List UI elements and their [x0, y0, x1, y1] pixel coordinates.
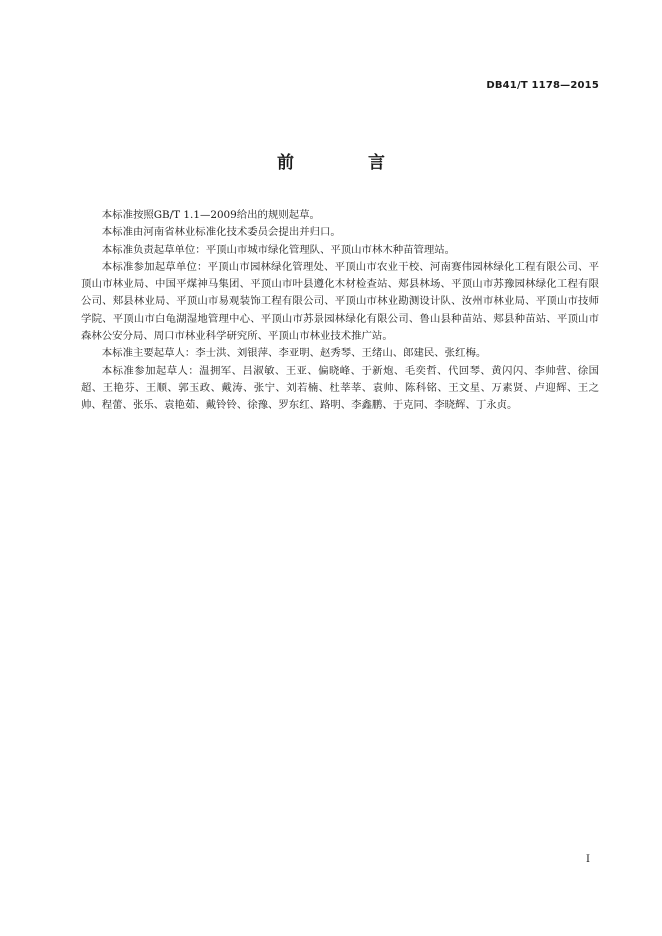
page-number: I	[586, 854, 590, 865]
page-title: 前 言	[277, 153, 419, 173]
paragraph-proposer: 本标准由河南省林业标准化技术委员会提出并归口。	[101, 226, 341, 239]
paragraph-main-drafters: 本标准主要起草人：李士洪、刘银萍、李亚明、赵秀琴、王绪山、郎建民、张红梅。	[101, 347, 487, 360]
standard-code: DB41/T 1178—2015	[486, 80, 599, 91]
foreword-body	[81, 207, 599, 415]
paragraph-responsible-units: 本标准负责起草单位：平顶山市城市绿化管理队、平顶山市林木种苗管理站。	[101, 243, 456, 256]
paragraph-drafting-rules: 本标准按照GB/T 1.1—2009给出的规则起草。	[101, 209, 320, 221]
paragraph-participating-units: 本标准参加起草单位：平顶山市园林绿化管理处、平顶山市农业干校、河南赛伟园林绿化工程有限公司、平顶山市林业局、中国平煤神马集团、平顶山市叶县遵化木材检查站、郏县林场、平顶山市苏豫园林绿化工程有限公司、郏县林业局、平顶山市易观装饰工程有限公司、平顶山市林业勘测设计队、汝州市林业局、平顶山市技师学院、平顶山市白龟湖湿地管理中心、平顶山市苏景园林绿化有限公司、鲁山县种苗站、郏县种苗站、平顶山市森林公安分局、周口市林业科学研究所、平顶山市林业技术推广站。	[81, 260, 599, 343]
paragraph-participating-drafters: 本标准参加起草人：温拥军、吕淑敏、王亚、偏晓峰、于新炮、毛奕哲、代回琴、黄闪闪、李帅营、徐国超、王艳芬、王顺、郭玉政、戴涛、张宁、刘若楠、杜莘莘、袁帅、陈科铭、王文星、万素贤、卢迎辉、王之帅、程蕾、张乐、袁艳茹、戴铃铃、徐豫、罗东红、路明、李鑫鹏、于克同、李晓辉、丁永贞。	[81, 364, 599, 412]
